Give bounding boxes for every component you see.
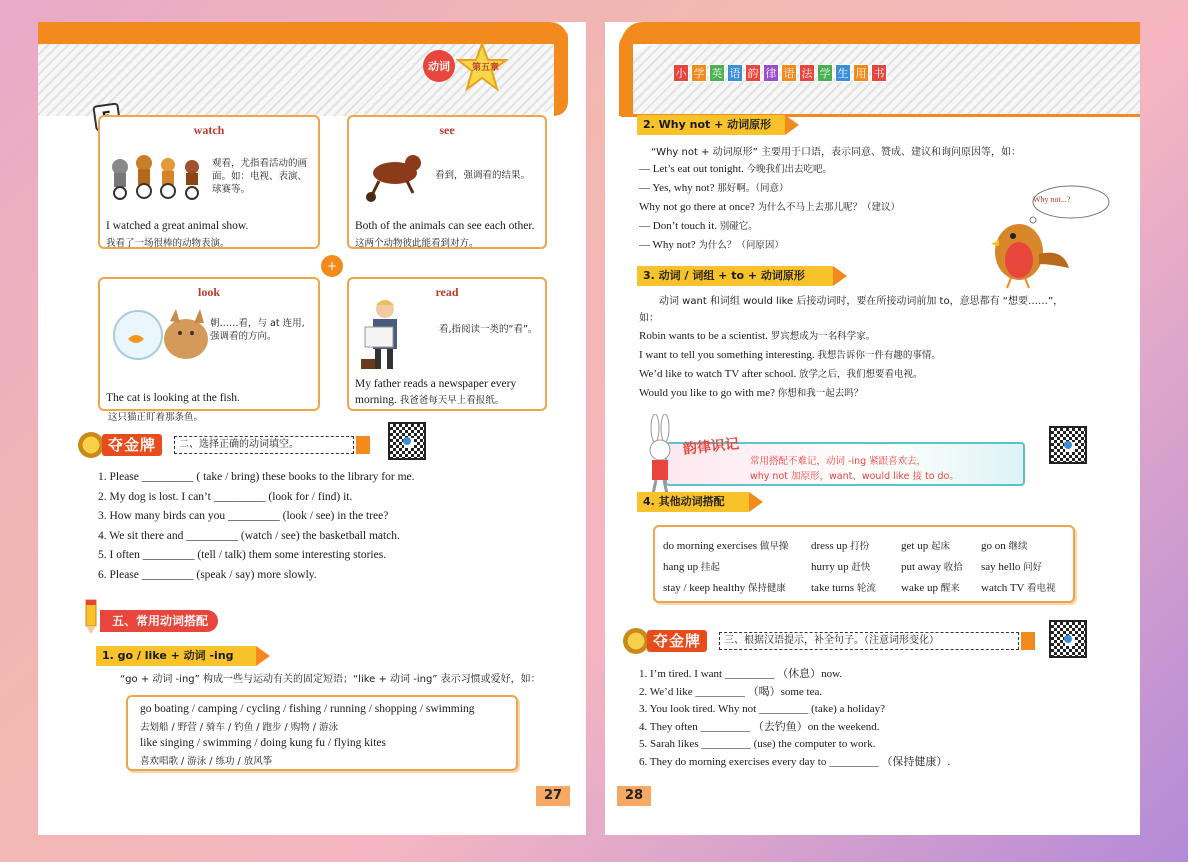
newspaper-reader-illustration: [359, 297, 419, 373]
collocation-box: [653, 525, 1075, 603]
card-example-cn: 我看了一场很棒的动物表演。: [106, 238, 230, 249]
card-example-cn: 这两个动物彼此能看到对方。: [355, 238, 479, 249]
exercise-item: 5. I often _________ (tell / talk) them some interesting stories.: [98, 549, 387, 561]
exercise-item: 5. Sarah likes _________ (use) the computer to work.: [639, 738, 876, 750]
banner-subtitle: 二、选择正确的动词填空。: [174, 436, 354, 454]
speech-bubble: Why not...?: [1033, 195, 1071, 204]
exercise-banner: [78, 432, 378, 458]
example-lines: — Let’s eat out tonight. 今晚我们出去吃吧。 — Yes, why not? 那好啊。（同意） Why not go there at once? 为什么不马上去那儿呢？（建议） — Don’t touch it. 别碰它。 — Why not? 为什么？（问原因）: [639, 163, 901, 251]
exercise-list: [639, 666, 950, 771]
example-lines: Robin wants to be a scientist. 罗宾想成为一名科学家。 I want to tell you something interesting. 我想告诉你一件有趣的事情。 We’d like to watch TV after school. 放学之后，我们想要看电视。 Would you like to go with me? 你想和我一起去吗？: [639, 330, 941, 399]
collocation-en: go boating / camping / cycling / fishing / running / shopping / swimming: [140, 703, 475, 715]
exercise-list: [98, 468, 415, 585]
card-cn-desc: 朝……看，与 at 连用, 强调看的方向。: [210, 318, 305, 342]
word-card-watch: [98, 115, 320, 249]
exercise-item: 1. Please _________ ( take / bring) these books to the library for me.: [98, 471, 415, 483]
card-cn-desc: 看到，强调看的结果。: [435, 170, 531, 181]
banner-title: 夺金牌: [102, 434, 162, 456]
collocation-box: [126, 695, 518, 771]
collocation-cn: 去划船 / 野营 / 骑车 / 钓鱼 / 跑步 / 购物 / 游泳: [140, 722, 338, 733]
cat-fish-illustration: [110, 299, 210, 365]
collocation-cn: 喜欢唱歌 / 游泳 / 练功 / 放风筝: [140, 756, 273, 767]
page-number: 27: [536, 786, 570, 806]
rhyme-text: 常用搭配不难记，动词 -ing 紧跟喜欢去， why not 加原形，want、would like 接 to do。: [750, 456, 959, 482]
exercise-item: 3. You look tired. Why not _________ (take) a holiday?: [639, 703, 886, 715]
exercise-item: 1. I’m tired. I want _________ （休息）now.: [639, 668, 843, 680]
exercise-item: 3. How many birds can you _________ (look / see) in the tree?: [98, 510, 389, 522]
chapter-badge: 动词: [423, 50, 455, 82]
banner-title: 夺金牌: [647, 630, 707, 652]
exercise-item: 2. My dog is lost. I can’t _________ (look for / find) it.: [98, 490, 353, 503]
subsection-tag: 2. Why not + 动词原形: [637, 115, 785, 135]
qr-code-icon[interactable]: [1049, 620, 1087, 658]
subsection-desc: 动词 want 和词组 would like 后接动词时，要在所接动词前加 to，意思都有 “想要……”，: [659, 296, 1064, 307]
qr-code-icon[interactable]: [1049, 426, 1087, 464]
exercise-item: 4. We sit there and _________ (watch / see) the basketball match.: [98, 529, 400, 542]
card-example-en: I watched a great animal show.: [106, 220, 249, 232]
qr-code-icon[interactable]: [388, 422, 426, 460]
card-example-en: My father reads a newspaper every: [355, 378, 517, 390]
medal-icon: [78, 432, 104, 458]
header-corner: [619, 32, 633, 116]
banner-subtitle: 三、根据汉语提示，补全句子。（注意词形变化）: [719, 632, 1019, 650]
animal-show-illustration: [106, 147, 204, 201]
exercise-item: 4. They often _________ （去钓鱼）on the weekend.: [639, 720, 880, 733]
card-word: watch: [193, 123, 225, 137]
word-card-see: [347, 115, 547, 249]
exercise-item: 6. Please _________ (speak / say) more slowly.: [98, 568, 317, 581]
card-word: look: [197, 285, 220, 299]
exercise-item: 6. They do morning exercises every day to _________ （保持健康）.: [639, 755, 951, 768]
subsection-tag: 3. 动词 / 词组 + to + 动词原形: [637, 266, 833, 286]
left-page: [38, 22, 586, 835]
card-cn-desc: 看,指阅读一类的“看”。: [439, 324, 538, 335]
section-heading: 五、常用动词搭配: [100, 610, 218, 632]
exercise-item: 2. We’d like _________ （喝）some tea.: [639, 685, 823, 698]
header-corner: [554, 32, 568, 116]
book-title: 小 学 英 语 韵 律 语 法 学 生 用 书: [673, 64, 887, 82]
chapter-label: 第五章: [472, 63, 500, 73]
card-word: see: [439, 123, 455, 137]
word-card-look: [98, 277, 320, 411]
card-example-en: Both of the animals can see each other.: [355, 220, 535, 232]
page-number: 28: [617, 786, 651, 806]
rhyme-title: 韵律识记: [682, 436, 740, 458]
medal-icon: [623, 628, 649, 654]
card-word: read: [435, 285, 459, 299]
card-cn-desc: 观看，尤指看活动的画 面。如：电视、表演、 球赛等。: [212, 158, 308, 195]
card-example-cn: 这只猫正盯着那条鱼。: [108, 412, 204, 423]
card-example-en: The cat is looking at the fish.: [106, 392, 240, 404]
collocation-en: like singing / swimming / doing kung fu / flying kites: [140, 737, 386, 749]
dog-illustration: [357, 145, 427, 205]
right-page: 小 学 英 语 韵 律 语 法 学 生 用 书 2. Why not + 动词原形 “Why not + 动词原形” 主要用于口语，表示同意、赞成、建议和询问原因等，如： — Let’s eat out tonight. 今晚我们出去吃吧。 — Yes, why not? 那好啊。（同意） Why not go there at once? 为什么不马上去那儿呢？（建议） — Don’t touch it. 别碰它。 — Why not? 为什么？（问原因） Why not...? 3. 动词 / 词组 + to + 动词原形 动词 want 和词组 would like 后接动词时，要在所接动词前加 to，意思都有 “想要……”， 如： Robin wants to be a scientist. 罗宾想成为一名科学家。 I want to tell you something interesting. 我想告诉你一件有趣的事情。 We’d like to watch TV after school. 放学之后，我们想要看电视。 Would you like to go with me? 你想和我一起去吗？ 韵律识记 常用搭配不难记，动词 -ing 紧跟喜欢去， why not 加原形，want、would like 接 to do。 4. 其他动词搭配 do morning exercises 做早操 dress up 打扮 get up 起床 go on 继续 hang up 挂起 hurry up 赶快 put away 收拾 say hello 问好 stay / keep healthy 保持健康 take turns 轮流 wake up 醒来 watch TV 看电视 夺金牌 三、根据汉语提示，补全句子。（注意词形变化） 1. I’m tired. I want _________ （休息）now. 2. We’d like _________ （喝）some tea. 3. You look tired. Why not _________ (take) a holiday? 4. They often _________ （去钓鱼）on the weekend. 5. Sarah likes _________ (use) the computer to work. 6. They do morning exercises every day to _________ （保持健康）. 28: [605, 22, 1140, 835]
card-example-cn: 我爸爸每天早上看报纸。: [399, 395, 505, 406]
word-card-read: read 看,指阅读一类的“看”。 My father reads a newspaper every morning. 我爸爸每天早上看报纸。: [347, 277, 547, 411]
collocation-grid: do morning exercises 做早操 dress up 打扮 get up 起床 go on 继续 hang up 挂起 hurry up 赶快 put away 收拾 say hello 问好 stay / keep healthy 保持健康 take turns 轮流 wake up 醒来 watch TV 看电视: [663, 540, 1056, 594]
subsection-tag: 1. go / like + 动词 -ing: [96, 646, 256, 666]
header-band: [38, 22, 568, 44]
header-band: [621, 22, 1140, 44]
rabbit-icon: [637, 414, 681, 498]
subsection-desc: “go + 动词 -ing” 构成一些与运动有关的固定短语；“like + 动词 -ing” 表示习惯或爱好，如：: [120, 674, 541, 685]
exercise-banner: [623, 628, 1043, 654]
subsection-desc: “Why not + 动词原形” 主要用于口语，表示同意、赞成、建议和询问原因等，如：: [651, 147, 1021, 158]
plus-icon: +: [321, 255, 343, 277]
subsection-tag: 4. 其他动词搭配: [637, 492, 749, 512]
